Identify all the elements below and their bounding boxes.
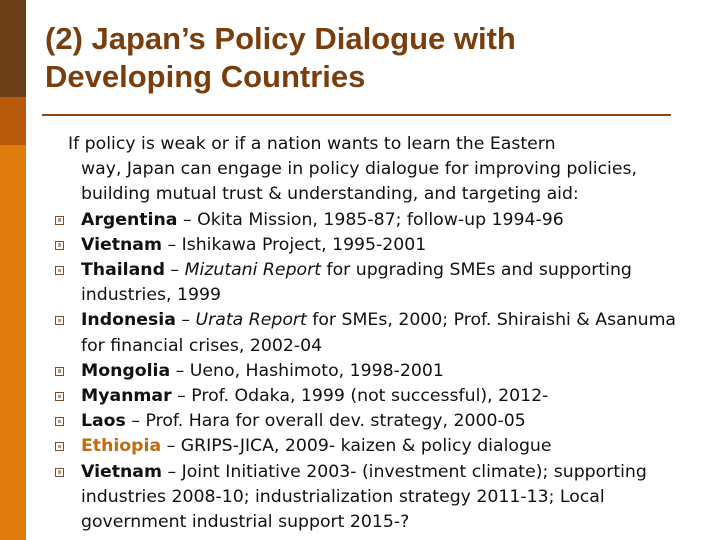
bullet-icon [55, 392, 64, 401]
report-title: Mizutani Report [184, 260, 321, 281]
slide-body [40, 132, 700, 535]
bullet-icon [55, 316, 64, 325]
slide-title: (2) Japan’s Policy Dialogue with Developing Countries [45, 21, 516, 94]
item-text: Prof. Hara for overall dev. strategy, 2000-05 [145, 411, 526, 432]
list-item: Argentina – Okita Mission, 1985-87; follow-up 1994-96 [40, 208, 700, 233]
item-text: Joint Initiative 2003- (investment climate); supporting industries 2008-10; industrialization strategy 2011-13; Local government industrial support 2015-? [81, 461, 647, 533]
country-name: Thailand [81, 260, 165, 281]
item-text: for upgrading SMEs and supporting industries, 1999 [81, 260, 632, 306]
list-item: Myanmar – Prof. Odaka, 1999 (not successful), 2012- [40, 384, 700, 409]
country-name: Ethiopia [81, 436, 162, 457]
list-item: Ethiopia – GRIPS-JICA, 2009- kaizen & policy dialogue [40, 434, 700, 459]
bullet-icon [55, 417, 64, 426]
country-name: Myanmar [81, 386, 172, 407]
country-name: Laos [81, 411, 126, 432]
intro-first-line: If policy is weak or if a nation wants to learn the Eastern [68, 134, 556, 154]
item-text: GRIPS-JICA, 2009- kaizen & policy dialogue [180, 436, 552, 457]
list-item: Thailand – Mizutani Report for upgrading SMEs and supporting industries, 1999 [40, 258, 700, 308]
bullet-icon [55, 367, 64, 376]
item-text: Prof. Odaka, 1999 (not successful), 2012- [191, 386, 549, 407]
bullet-icon [55, 442, 64, 451]
item-text: for SMEs, 2000; Prof. Shiraishi & Asanuma for financial crises, 2002-04 [81, 310, 677, 356]
country-name: Argentina [81, 209, 178, 230]
accent-bar-top [0, 0, 26, 97]
country-name: Vietnam [81, 461, 162, 482]
country-list [40, 208, 700, 536]
list-item: Mongolia – Ueno, Hashimoto, 1998-2001 [40, 359, 700, 384]
list-item: Laos – Prof. Hara for overall dev. strategy, 2000-05 [40, 409, 700, 434]
country-name: Mongolia [81, 360, 171, 381]
intro-continuation: way, Japan can engage in policy dialogue for improving policies, building mutual trust & understanding, and targeting aid: [81, 159, 637, 205]
accent-bar-middle [0, 97, 26, 145]
bullet-icon [55, 216, 64, 225]
list-item: Vietnam – Joint Initiative 2003- (investment climate); supporting industries 2008-10; industrialization strategy 2011-13; Local government industrial support 2015-? [40, 460, 700, 536]
title-divider [42, 114, 671, 116]
country-name: Vietnam [81, 234, 162, 255]
list-item: Indonesia – Urata Report for SMEs, 2000; Prof. Shiraishi & Asanuma for financial crises, 2002-04 [40, 308, 700, 358]
bullet-icon [55, 241, 64, 250]
bullet-icon [55, 468, 64, 477]
country-name: Indonesia [81, 310, 176, 331]
accent-bar-bottom [0, 145, 26, 540]
item-text: Ishikawa Project, 1995-2001 [181, 234, 427, 255]
bullet-icon [55, 266, 64, 275]
item-text: Ueno, Hashimoto, 1998-2001 [189, 360, 444, 381]
left-accent-bar [0, 0, 26, 540]
report-title: Urata Report [195, 310, 307, 331]
list-item: Vietnam – Ishikawa Project, 1995-2001 [40, 233, 700, 258]
item-text: Okita Mission, 1985-87; follow-up 1994-96 [197, 209, 564, 230]
